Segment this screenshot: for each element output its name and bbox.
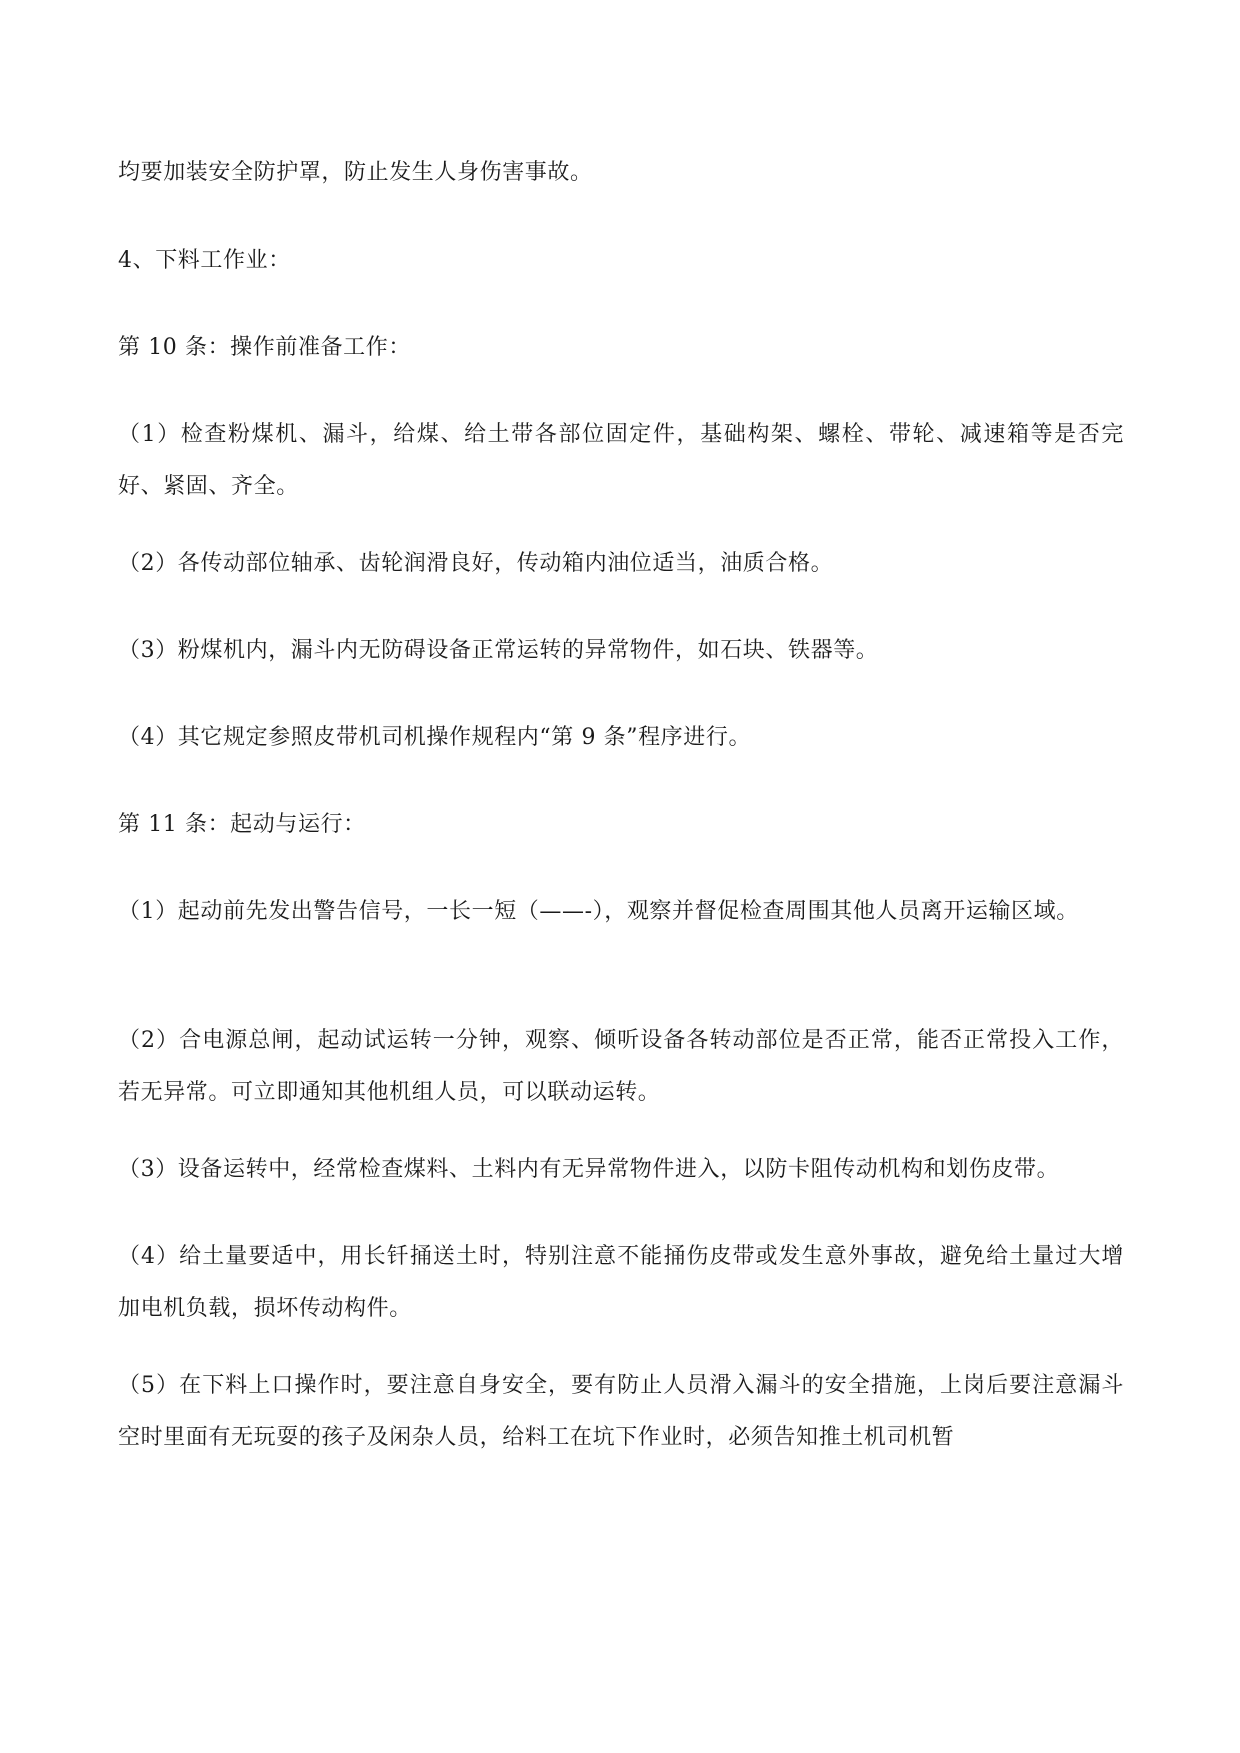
article-10-item-2: （2）各传动部位轴承、齿轮润滑良好，传动箱内油位适当，油质合格。: [118, 551, 834, 576]
article-10-item-1: （1）检查粉煤机、漏斗，给煤、给土带各部位固定件，基础构架、螺栓、带轮、减速箱等是否完好、紧固、齐全。: [118, 422, 1124, 499]
article-heading-10: 第 10 条：操作前准备工作：: [118, 335, 411, 360]
section-heading-feeder-operation: 4、下料工作业：: [118, 248, 291, 273]
article-11-item-2: （2）合电源总闸，起动试运转一分钟，观察、倾听设备各转动部位是否正常，能否正常投入工作，若无异常。可立即通知其他机组人员，可以联动运转。: [118, 1028, 1124, 1105]
article-10-item-3: （3）粉煤机内，漏斗内无防碍设备正常运转的异常物件，如石块、铁器等。: [118, 638, 879, 663]
article-11-item-5: （5）在下料上口操作时，要注意自身安全，要有防止人员滑入漏斗的安全措施，上岗后要注意漏斗空时里面有无玩耍的孩子及闲杂人员，给料工在坑下作业时，必须告知推土机司机暂: [118, 1373, 1124, 1450]
paragraph-safety-guard: 均要加装安全防护罩，防止发生人身伤害事故。: [118, 160, 593, 185]
article-11-item-3: （3）设备运转中，经常检查煤料、土料内有无异常物件进入，以防卡阻传动机构和划伤皮带。: [118, 1157, 1060, 1182]
article-10-item-4: （4）其它规定参照皮带机司机操作规程内“第 9 条”程序进行。: [118, 725, 752, 750]
article-heading-11: 第 11 条：起动与运行：: [118, 812, 366, 837]
article-11-item-1: （1）起动前先发出警告信号，一长一短（——-），观察并督促检查周围其他人员离开运输区域。: [118, 899, 1079, 924]
article-11-item-4: （4）给土量要适中，用长钎捅送土时，特别注意不能捅伤皮带或发生意外事故，避免给土量过大增加电机负载，损坏传动构件。: [118, 1244, 1124, 1321]
